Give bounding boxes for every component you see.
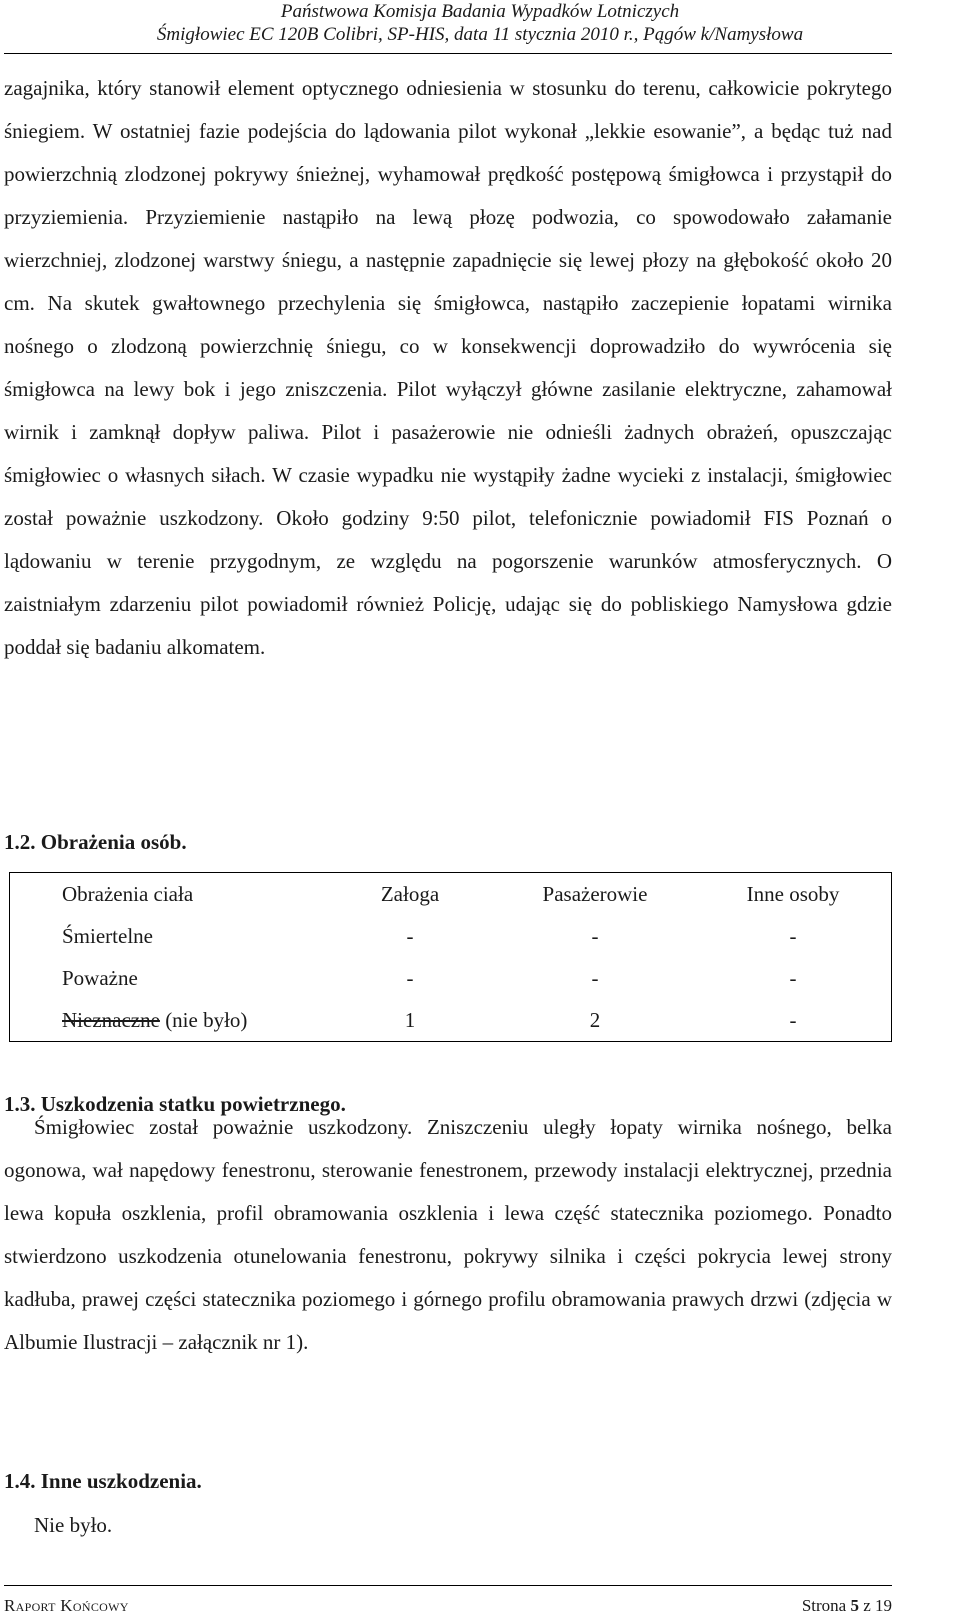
table-cell: - [789, 1007, 797, 1032]
table-cell: 2 [589, 1007, 601, 1032]
table-row-label [10, 999, 326, 1042]
table-header-cell: Pasażerowie [542, 881, 648, 906]
body-paragraph-accident-description: zagajnika, który stanowił element optycznego odniesienia w stosunku do terenu, całkowicie pokrytego śniegiem. W ostatniej fazie podejścia do lądowania pilot wykonał „lekkie esowanie”, a będąc tuż nad powierzchnią zlodzonej pokrywy śnieżnej, wyhamował prędkość postępową śmigłowca i przystąpił do przyziemienia. Przyziemienie nastąpiło na lewą płozę podwozia, co spowodowało załamanie wierzchniej, zlodzonej warstwy śniegu, a następnie zapadnięcie się lewej płozy na głębokość około 20 cm. Na skutek gwałtownego przechylenia się śmigłowca, nastąpiło zaczepienie łopatami wirnika nośnego o zlodzoną powierzchnię śniegu, co w konsekwencji doprowadziło do wywrócenia się śmigłowca na lewy bok i jego zniszczenia. Pilot wyłączył główne zasilanie elektryczne, zahamował wirnik i zamknął dopływ paliwa. Pilot i pasażerowie nie odnieśli żadnych obrażeń, opuszczając śmigłowiec o własnych siłach. W czasie wypadku nie wystąpiły żadne wycieki z instalacji, śmigłowiec został poważnie uszkodzony. Około godziny 9:50 pilot, telefonicznie powiadomił FIS Poznań o lądowaniu w terenie przygodnym, ze względu na pogorszenie warunków atmosferycznych. O zaistniałym zdarzeniu pilot powiadomił również Policję, udając się do pobliskiego Namysłowa gdzie poddał się badaniu alkomatem. [4, 76, 892, 659]
table-row [10, 999, 892, 1042]
table-cell: - [591, 965, 599, 990]
table-cell: - [789, 923, 797, 948]
footer-divider [4, 1585, 892, 1586]
table-row-label: Śmiertelne [62, 923, 153, 948]
table-row [10, 915, 892, 957]
table-cell: - [789, 965, 797, 990]
section-heading-other-damage: 1.4. Inne uszkodzenia. [4, 1469, 202, 1493]
page-suffix: z 19 [858, 1596, 892, 1615]
other-damage-text: Nie było. [34, 1513, 113, 1537]
footer-report-title: Raport Końcowy [4, 1596, 129, 1615]
body-paragraph-damage-description: Śmigłowiec został poważnie uszkodzony. Zniszczeniu uległy łopaty wirnika nośnego, belka ogonowa, wał napędowy fenestronu, sterowanie fenestronem, przewody instalacji elektrycznej, przednia lewa kopuła oszklenia, profil obramowania oszklenia i lewa część statecznika poziomego. Ponadto stwierdzono uszkodzenia otunelowania fenestronu, pokrywy silnika i części pokrycia lewej strony kadłuba, prawej części statecznika poziomego i górnego profilu obramowania prawych drzwi (zdjęcia w Albumie Ilustracji – załącznik nr 1). [4, 1115, 892, 1354]
page-prefix: Strona [801, 1596, 851, 1615]
table-row [10, 957, 892, 999]
injuries-table [9, 872, 892, 1042]
section-heading-injuries: 1.2. Obrażenia osób. [4, 830, 187, 854]
header-organization: Państwowa Komisja Badania Wypadków Lotniczych [280, 1, 680, 22]
footer-page-number [802, 1596, 892, 1616]
label-note: (nie było) [159, 1007, 248, 1032]
table-cell: 1 [404, 1007, 416, 1032]
header-divider [4, 53, 892, 54]
current-page: 5 [850, 1596, 859, 1615]
table-cell: - [406, 965, 414, 990]
table-header-cell: Inne osoby [746, 881, 840, 906]
table-cell: - [406, 923, 414, 948]
struck-label: Nieznaczne [62, 1007, 160, 1032]
header-aircraft-info: Śmigłowiec EC 120B Colibri, SP-HIS, data 11 stycznia 2010 r., Pągów k/Namysłowa [156, 24, 804, 45]
table-row-label: Poważne [62, 965, 138, 990]
table-header-cell: Obrażenia ciała [62, 881, 194, 906]
page-header [0, 0, 960, 46]
table-header-row [10, 873, 892, 916]
table-header-cell: Załoga [380, 881, 440, 906]
table-cell: - [591, 923, 599, 948]
section-heading-aircraft-damage: 1.3. Uszkodzenia statku powietrznego. [4, 1092, 346, 1116]
